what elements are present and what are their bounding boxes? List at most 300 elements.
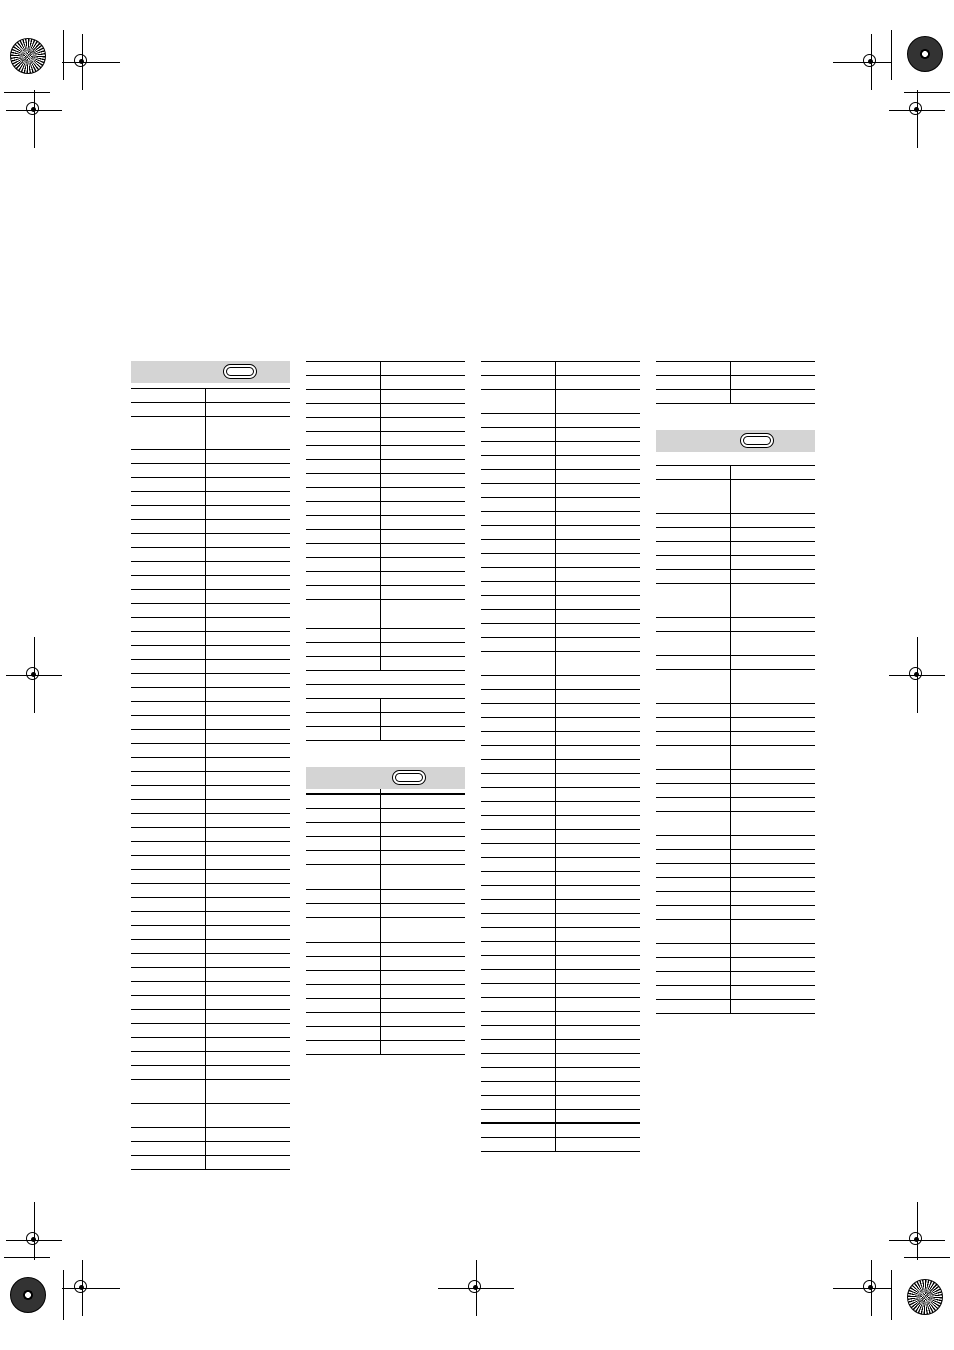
- table-cell: [131, 548, 206, 561]
- table-row: [306, 1041, 465, 1055]
- button-icon: [740, 433, 774, 448]
- table-row: [656, 718, 815, 732]
- table-row: [656, 618, 815, 632]
- table-row: [481, 788, 640, 802]
- table-cell: [131, 716, 206, 729]
- table-cell: [557, 1068, 640, 1081]
- button-icon: [392, 770, 426, 785]
- table-cell: [131, 562, 206, 575]
- table-cell: [656, 452, 815, 465]
- table-row: [481, 774, 640, 788]
- table-row: [131, 702, 290, 716]
- table-cell: [382, 362, 465, 375]
- table-row: [656, 920, 815, 944]
- table-row: [306, 390, 465, 404]
- table-row: [481, 900, 640, 914]
- table-row: [481, 610, 640, 624]
- table-row: [131, 590, 290, 604]
- table-row: [131, 800, 290, 814]
- table-cell: [656, 376, 731, 389]
- table-cell: [131, 912, 206, 925]
- table-cell: [656, 514, 731, 527]
- table-cell: [207, 403, 290, 416]
- table-cell: [131, 478, 206, 491]
- table-cell: [656, 986, 731, 999]
- table-cell: [656, 656, 731, 669]
- table-row: [481, 690, 640, 704]
- table-row: [656, 986, 815, 1000]
- table-row: [131, 562, 290, 576]
- table-row: [131, 674, 290, 688]
- table-cell: [207, 506, 290, 519]
- table-cell: [207, 912, 290, 925]
- code-table: [306, 361, 465, 741]
- table-cell: [481, 456, 556, 469]
- table-row: [656, 798, 815, 812]
- table-cell: [557, 470, 640, 483]
- table-row: [131, 604, 290, 618]
- table-row: [481, 816, 640, 830]
- table-cell: [131, 632, 206, 645]
- table-row: [131, 403, 290, 417]
- table-cell: [557, 746, 640, 759]
- table-cell: [306, 985, 381, 998]
- registration-target-icon: [10, 1277, 46, 1313]
- table-cell: [481, 1026, 556, 1039]
- table-row: [131, 389, 290, 403]
- table-cell: [306, 865, 381, 889]
- table-row: [481, 746, 640, 760]
- table-cell: [382, 516, 465, 529]
- table-cell: [481, 470, 556, 483]
- table-cell: [732, 376, 815, 389]
- table-cell: [131, 520, 206, 533]
- table-cell: [732, 528, 815, 541]
- table-cell: [382, 572, 465, 585]
- table-cell: [306, 837, 381, 850]
- table-cell: [732, 972, 815, 985]
- table-cell: [732, 958, 815, 971]
- registration-sunburst-icon: [10, 38, 46, 74]
- table-row: [131, 1038, 290, 1052]
- table-cell: [557, 1138, 640, 1151]
- table-cell: [732, 746, 815, 769]
- table-row: [656, 466, 815, 480]
- table-cell: [557, 872, 640, 885]
- registration-sunburst-icon: [907, 1279, 943, 1315]
- table-row: [131, 758, 290, 772]
- table-row: [131, 814, 290, 828]
- table-cell: [131, 1080, 206, 1103]
- code-table-column-1: [131, 361, 290, 1170]
- table-row: [481, 554, 640, 568]
- crop-line: [904, 1257, 950, 1258]
- table-row: [306, 404, 465, 418]
- table-cell: [656, 542, 731, 555]
- table-row: [131, 464, 290, 478]
- table-cell: [557, 984, 640, 997]
- table-row: [306, 474, 465, 488]
- table-cell: [131, 1104, 206, 1127]
- table-row: [306, 362, 465, 376]
- table-row: [656, 376, 815, 390]
- table-row: [656, 1000, 815, 1014]
- table-cell: [557, 802, 640, 815]
- table-cell: [306, 713, 381, 726]
- table-row: [131, 842, 290, 856]
- table-cell: [131, 576, 206, 589]
- table-cell: [481, 428, 556, 441]
- table-cell: [656, 556, 731, 569]
- table-cell: [207, 590, 290, 603]
- table-row: [481, 984, 640, 998]
- table-cell: [557, 652, 640, 675]
- table-cell: [732, 542, 815, 555]
- table-cell: [131, 730, 206, 743]
- table-cell: [481, 540, 556, 553]
- table-cell: [557, 582, 640, 595]
- table-row: [656, 878, 815, 892]
- table-cell: [207, 884, 290, 897]
- table-cell: [481, 652, 556, 675]
- table-cell: [382, 1027, 465, 1040]
- table-cell: [306, 918, 381, 942]
- table-cell: [207, 632, 290, 645]
- table-row: [481, 526, 640, 540]
- table-row: [481, 886, 640, 900]
- table-row: [306, 1013, 465, 1027]
- table-cell: [481, 1082, 556, 1095]
- table-cell: [207, 478, 290, 491]
- table-row: [481, 568, 640, 582]
- table-row: [306, 671, 465, 685]
- table-cell: [557, 414, 640, 427]
- table-row: [656, 570, 815, 584]
- table-cell: [131, 870, 206, 883]
- table-cell: [382, 390, 465, 403]
- table-cell: [656, 1000, 731, 1013]
- table-cell: [557, 886, 640, 899]
- table-cell: [732, 362, 815, 375]
- table-cell: [306, 809, 381, 822]
- table-row: [131, 898, 290, 912]
- table-cell: [732, 570, 815, 583]
- table-row: [656, 656, 815, 670]
- brand-header: [306, 767, 465, 789]
- table-cell: [131, 1142, 206, 1155]
- table-row: [481, 1082, 640, 1096]
- table-cell: [131, 417, 206, 449]
- table-cell: [207, 870, 290, 883]
- table-cell: [207, 492, 290, 505]
- table-row: [131, 730, 290, 744]
- table-cell: [481, 816, 556, 829]
- table-cell: [207, 1142, 290, 1155]
- table-cell: [131, 464, 206, 477]
- table-row: [481, 732, 640, 746]
- table-cell: [131, 954, 206, 967]
- table-row: [131, 450, 290, 464]
- table-cell: [207, 982, 290, 995]
- table-cell: [382, 957, 465, 970]
- table-cell: [481, 1012, 556, 1025]
- table-cell: [656, 632, 731, 655]
- table-row: [656, 784, 815, 798]
- table-cell: [557, 568, 640, 581]
- table-cell: [656, 864, 731, 877]
- table-row: [481, 1138, 640, 1152]
- table-row: [656, 542, 815, 556]
- table-cell: [207, 730, 290, 743]
- table-cell: [481, 746, 556, 759]
- table-cell: [131, 674, 206, 687]
- table-cell: [306, 685, 465, 698]
- table-row: [131, 492, 290, 506]
- table-row: [131, 618, 290, 632]
- table-row: [481, 942, 640, 956]
- table-cell: [382, 999, 465, 1012]
- table-cell: [557, 956, 640, 969]
- table-cell: [131, 660, 206, 673]
- table-cell: [207, 786, 290, 799]
- table-row: [656, 390, 815, 404]
- table-cell: [732, 1000, 815, 1013]
- table-cell: [131, 1038, 206, 1051]
- table-cell: [306, 530, 381, 543]
- table-row: [131, 1010, 290, 1024]
- table-cell: [732, 514, 815, 527]
- registration-target-icon: [907, 36, 943, 72]
- table-cell: [557, 638, 640, 651]
- table-cell: [382, 918, 465, 942]
- table-cell: [557, 1040, 640, 1053]
- table-cell: [481, 788, 556, 801]
- table-cell: [557, 816, 640, 829]
- table-cell: [557, 428, 640, 441]
- table-cell: [207, 618, 290, 631]
- table-row: [481, 1124, 640, 1138]
- table-row: [131, 1142, 290, 1156]
- table-cell: [382, 943, 465, 956]
- table-row: [306, 502, 465, 516]
- crop-line: [891, 30, 892, 80]
- table-row: [481, 652, 640, 676]
- table-cell: [656, 746, 731, 769]
- table-row: [656, 632, 815, 656]
- table-cell: [656, 732, 731, 745]
- table-cell: [131, 618, 206, 631]
- table-cell: [207, 856, 290, 869]
- table-row: [131, 856, 290, 870]
- table-cell: [732, 670, 815, 703]
- table-cell: [306, 851, 381, 864]
- table-cell: [481, 1096, 556, 1109]
- table-cell: [481, 362, 556, 375]
- table-cell: [656, 958, 731, 971]
- code-table-column-3: [481, 361, 640, 1152]
- table-row: [306, 699, 465, 713]
- table-cell: [306, 418, 381, 431]
- table-cell: [207, 926, 290, 939]
- table-cell: [131, 744, 206, 757]
- table-row: [481, 540, 640, 554]
- code-table: [481, 361, 640, 1152]
- table-cell: [207, 968, 290, 981]
- table-cell: [732, 944, 815, 957]
- table-cell: [207, 660, 290, 673]
- table-cell: [207, 772, 290, 785]
- table-cell: [481, 956, 556, 969]
- table-row: [131, 786, 290, 800]
- table-cell: [207, 940, 290, 953]
- table-row: [481, 456, 640, 470]
- table-cell: [481, 554, 556, 567]
- table-cell: [131, 403, 206, 416]
- table-cell: [131, 492, 206, 505]
- table-row: [656, 746, 815, 770]
- table-row: [481, 390, 640, 414]
- table-cell: [382, 699, 465, 712]
- table-row: [131, 954, 290, 968]
- table-cell: [131, 856, 206, 869]
- code-table-column-2: [306, 361, 465, 1055]
- table-row: [481, 582, 640, 596]
- table-cell: [656, 836, 731, 849]
- table-cell: [732, 556, 815, 569]
- table-cell: [557, 526, 640, 539]
- table-cell: [481, 624, 556, 637]
- table-cell: [207, 674, 290, 687]
- table-cell: [131, 996, 206, 1009]
- table-cell: [306, 544, 381, 557]
- table-cell: [481, 928, 556, 941]
- table-row: [131, 940, 290, 954]
- table-cell: [306, 699, 381, 712]
- table-cell: [306, 795, 381, 808]
- table-cell: [131, 1128, 206, 1141]
- table-cell: [656, 670, 731, 703]
- table-row: [656, 850, 815, 864]
- table-row: [131, 884, 290, 898]
- table-cell: [481, 414, 556, 427]
- table-row: [306, 904, 465, 918]
- table-row: [306, 516, 465, 530]
- code-table: [306, 789, 465, 1055]
- table-row: [481, 498, 640, 512]
- table-row: [306, 999, 465, 1013]
- table-row: [306, 488, 465, 502]
- table-cell: [207, 1128, 290, 1141]
- table-cell: [557, 998, 640, 1011]
- table-cell: [382, 446, 465, 459]
- table-cell: [306, 999, 381, 1012]
- table-row: [131, 534, 290, 548]
- table-cell: [656, 920, 731, 943]
- table-cell: [481, 690, 556, 703]
- table-cell: [557, 1026, 640, 1039]
- table-cell: [382, 460, 465, 473]
- table-row: [131, 1080, 290, 1104]
- table-cell: [732, 892, 815, 905]
- table-row: [656, 770, 815, 784]
- table-row: [656, 670, 815, 704]
- table-row: [656, 514, 815, 528]
- table-cell: [382, 600, 465, 628]
- table-cell: [207, 389, 290, 402]
- table-row: [481, 1096, 640, 1110]
- table-row: [131, 828, 290, 842]
- table-cell: [207, 1010, 290, 1023]
- table-cell: [557, 900, 640, 913]
- table-row: [656, 892, 815, 906]
- table-cell: [207, 688, 290, 701]
- table-cell: [732, 618, 815, 631]
- table-row: [306, 600, 465, 629]
- crop-line: [63, 1270, 64, 1320]
- table-cell: [557, 844, 640, 857]
- table-cell: [481, 802, 556, 815]
- table-cell: [557, 376, 640, 389]
- table-row: [481, 676, 640, 690]
- table-row: [481, 376, 640, 390]
- table-row: [306, 586, 465, 600]
- table-cell: [207, 1024, 290, 1037]
- crop-line: [63, 30, 64, 80]
- table-cell: [131, 842, 206, 855]
- table-cell: [306, 376, 381, 389]
- table-row: [481, 428, 640, 442]
- table-cell: [131, 898, 206, 911]
- table-cell: [306, 488, 381, 501]
- table-cell: [732, 878, 815, 891]
- table-cell: [557, 760, 640, 773]
- table-cell: [557, 928, 640, 941]
- table-cell: [557, 624, 640, 637]
- table-cell: [207, 1104, 290, 1127]
- table-cell: [481, 442, 556, 455]
- table-cell: [481, 1068, 556, 1081]
- table-cell: [382, 823, 465, 836]
- table-cell: [557, 732, 640, 745]
- table-cell: [732, 584, 815, 617]
- table-row: [306, 418, 465, 432]
- table-cell: [481, 844, 556, 857]
- table-cell: [131, 1010, 206, 1023]
- table-cell: [207, 744, 290, 757]
- table-row: [656, 944, 815, 958]
- table-cell: [656, 878, 731, 891]
- table-row: [481, 1110, 640, 1124]
- table-row: [481, 914, 640, 928]
- table-cell: [656, 812, 731, 835]
- table-cell: [557, 830, 640, 843]
- table-row: [306, 918, 465, 943]
- table-cell: [656, 528, 731, 541]
- table-row: [131, 1052, 290, 1066]
- table-cell: [656, 584, 731, 617]
- table-cell: [481, 568, 556, 581]
- table-row: [481, 414, 640, 428]
- table-cell: [481, 830, 556, 843]
- table-cell: [656, 770, 731, 783]
- table-cell: [656, 784, 731, 797]
- table-row: [481, 1054, 640, 1068]
- table-cell: [131, 926, 206, 939]
- brand-header: [656, 430, 815, 452]
- table-row: [306, 432, 465, 446]
- table-cell: [131, 814, 206, 827]
- table-cell: [557, 1054, 640, 1067]
